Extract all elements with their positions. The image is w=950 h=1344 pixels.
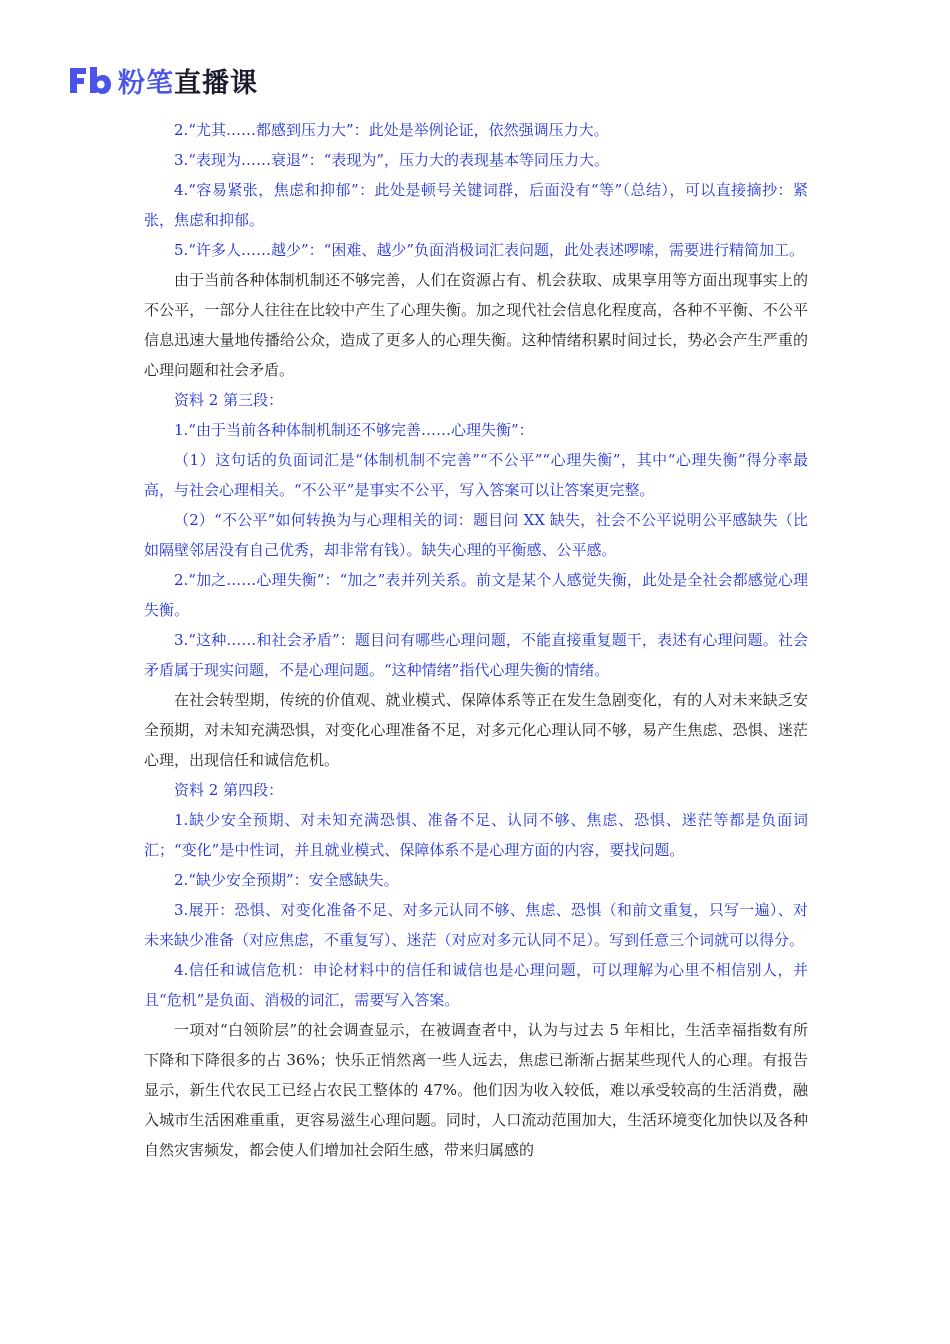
annotation-paragraph: 3.“表现为……衰退”：“表现为”，压力大的表现基本等同压力大。 bbox=[174, 151, 609, 169]
material-paragraph: 在社会转型期，传统的价值观、就业模式、保障体系等正在发生急剧变化，有的人对未来缺乏安全预期，对未知充满恐惧，对变化心理准备不足，对多元化心理认同不够，易产生焦虑、恐惧、迷茫心理，出现信任和诚信危机。 bbox=[144, 691, 808, 769]
fenbi-logo bbox=[66, 60, 258, 100]
annotation-paragraph: 3.“这种……和社会矛盾”：题目问有哪些心理问题，不能直接重复题干，表述有心理问题。社会矛盾属于现实问题，不是心理问题。“这种情绪”指代心理失衡的情绪。 bbox=[144, 631, 808, 679]
annotation-paragraph: 2.“加之……心理失衡”：“加之”表并列关系。前文是某个人感觉失衡，此处是全社会都感觉心理失衡。 bbox=[144, 571, 808, 619]
logo-text bbox=[118, 61, 258, 100]
annotation-paragraph: 2.“尤其……都感到压力大”：此处是举例论证，依然强调压力大。 bbox=[174, 121, 609, 139]
material-paragraph: 由于当前各种体制机制还不够完善，人们在资源占有、机会获取、成果享用等方面出现事实上的不公平，一部分人往往在比较中产生了心理失衡。加之现代社会信息化程度高，各种不平衡、不公平信息迅速大量地传播给公众，造成了更多人的心理失衡。这种情绪积累时间过长，势必会产生严重的心理问题和社会矛盾。 bbox=[144, 271, 808, 379]
annotation-paragraph: 1.“由于当前各种体制机制还不够完善……心理失衡”： bbox=[174, 421, 534, 439]
annotation-paragraph: 4.“容易紧张，焦虑和抑郁”：此处是顿号关键词群，后面没有“等”（总结），可以直接摘抄：紧张，焦虑和抑郁。 bbox=[144, 181, 808, 229]
logo-brand-text: 粉笔 bbox=[118, 67, 174, 99]
fb-logo-icon bbox=[66, 62, 112, 98]
material-paragraph: 一项对“白领阶层”的社会调查显示，在被调查者中，认为与过去 5 年相比，生活幸福指数有所下降和下降很多的占 36%；快乐正悄然离一些人远去，焦虑已渐渐占据某些现代人的心理。有报告显示，新生代农民工已经占农民工整体的 47%。他们因为收入较低，难以承受较高的生活消费，融入城市生活困难重重，更容易滋生心理问题。同时，人口流动范围加大，生活环境变化加快以及各种自然灾害频发，都会使人们增加社会陌生感，带来归属感的 bbox=[144, 1021, 808, 1159]
annotation-paragraph: 1.缺少安全预期、对未知充满恐惧、准备不足、认同不够、焦虑、恐惧、迷茫等都是负面词汇；“变化”是中性词，并且就业模式、保障体系不是心理方面的内容，要找问题。 bbox=[144, 811, 808, 859]
annotation-paragraph: （2）“不公平”如何转换为与心理相关的词：题目问 XX 缺失，社会不公平说明公平感缺失（比如隔壁邻居没有自己优秀，却非常有钱）。缺失心理的平衡感、公平感。 bbox=[144, 511, 808, 559]
document-body bbox=[144, 115, 808, 1165]
annotation-paragraph: 4.信任和诚信危机：申论材料中的信任和诚信也是心理问题，可以理解为心里不相信别人，并且“危机”是负面、消极的词汇，需要写入答案。 bbox=[144, 961, 808, 1009]
annotation-paragraph: （1）这句话的负面词汇是“体制机制不完善”“不公平”“心理失衡”，其中“心理失衡”得分率最高，与社会心理相关。“不公平”是事实不公平，写入答案可以让答案更完整。 bbox=[144, 451, 808, 499]
annotation-paragraph: 资料 2 第三段： bbox=[174, 391, 284, 409]
annotation-paragraph: 3.展开：恐惧、对变化准备不足、对多元认同不够、焦虑、恐惧（和前文重复，只写一遍）、对未来缺少准备（对应焦虑，不重复写）、迷茫（对应对多元认同不足）。写到任意三个词就可以得分。 bbox=[144, 901, 808, 949]
annotation-paragraph: 资料 2 第四段： bbox=[174, 781, 284, 799]
annotation-paragraph: 5.“许多人……越少”：“困难、越少”负面消极词汇表问题，此处表述啰嗦，需要进行精简加工。 bbox=[174, 241, 804, 259]
logo-rest-text: 直播课 bbox=[174, 67, 258, 99]
annotation-paragraph: 2.“缺少安全预期”：安全感缺失。 bbox=[174, 871, 399, 889]
